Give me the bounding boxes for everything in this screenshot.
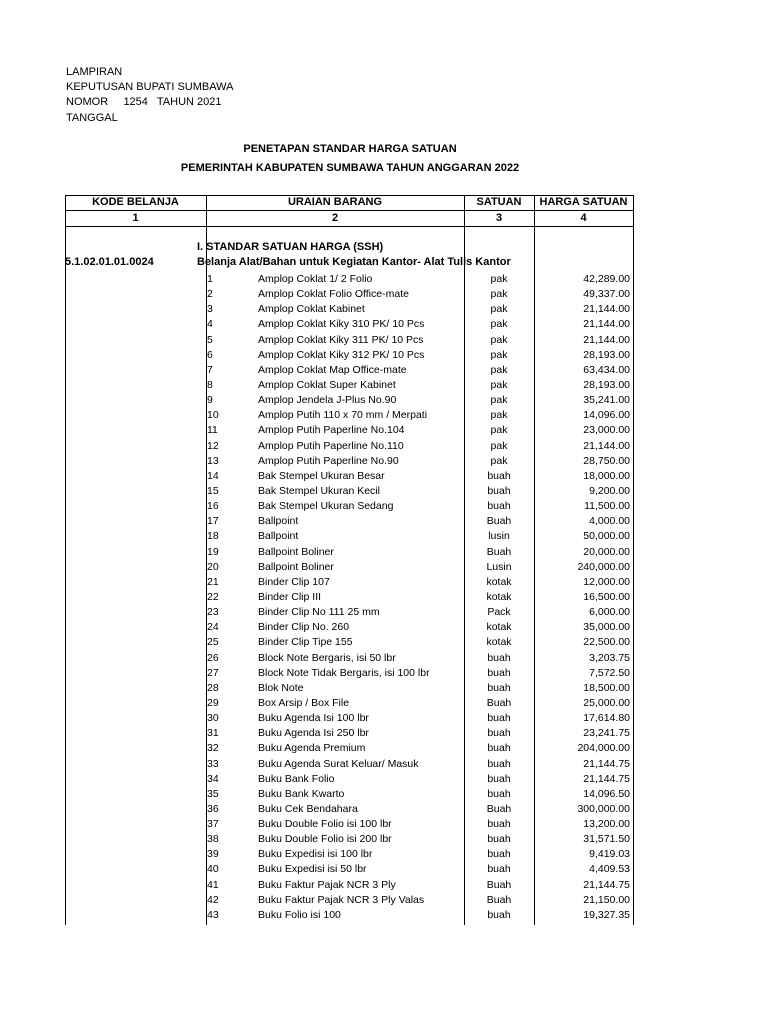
item-price: 12,000.00 [583, 575, 630, 588]
item-unit: pak [490, 454, 508, 467]
item-price: 21,144.75 [583, 772, 630, 785]
item-name: Box Arsip / Box File [258, 696, 350, 709]
item-price: 31,571.50 [583, 833, 630, 846]
item-rows [65, 272, 634, 923]
item-price: 63,434.00 [583, 363, 630, 376]
item-unit: Buah [486, 696, 512, 709]
item-number: 31 [207, 727, 219, 740]
item-name: Buku Bank Folio [258, 772, 335, 785]
table-row [65, 651, 634, 666]
header-number-1: 1 [132, 212, 139, 224]
item-unit: buah [487, 742, 511, 755]
item-unit: pak [490, 288, 508, 301]
item-unit: kotak [486, 636, 512, 649]
price-table [65, 195, 634, 925]
item-unit: Buah [486, 802, 512, 815]
item-name: Amplop Coklat Kiky 311 PK/ 10 Pcs [258, 333, 424, 346]
item-unit: buah [487, 863, 511, 876]
item-name: Blok Note [258, 681, 304, 694]
table-header-divider [65, 210, 634, 211]
item-number: 16 [207, 500, 219, 513]
decree-title: KEPUTUSAN BUPATI SUMBAWA [66, 81, 234, 93]
item-price: 21,144.00 [583, 333, 630, 346]
item-name: Amplop Putih 110 x 70 mm / Merpati [258, 409, 428, 422]
table-row [65, 439, 634, 454]
item-name: Block Note Bergaris, isi 50 lbr [258, 651, 396, 664]
item-unit: Pack [487, 606, 511, 619]
header-number-2: 2 [331, 212, 339, 224]
item-name: Bak Stempel Ukuran Kecil [258, 484, 380, 497]
item-number: 28 [207, 681, 219, 694]
item-unit: lusin [488, 530, 510, 543]
item-number: 21 [207, 575, 219, 588]
item-unit: Buah [486, 515, 512, 528]
section-title: I. STANDAR SATUAN HARGA (SSH) [197, 241, 384, 253]
item-number: 43 [207, 908, 219, 921]
item-name: Buku Agenda Isi 250 lbr [258, 727, 369, 740]
item-price: 35,241.00 [583, 394, 630, 407]
table-row [65, 348, 634, 363]
header-number-4: 4 [580, 212, 587, 224]
item-price: 18,500.00 [583, 681, 630, 694]
table-row [65, 862, 634, 877]
table-row [65, 802, 634, 817]
item-number: 12 [207, 439, 219, 452]
category-subtitle: Belanja Alat/Bahan untuk Kegiatan Kantor- Alat Tulis Kantor [197, 256, 511, 268]
item-number: 17 [207, 515, 219, 528]
item-name: Buku Agenda Surat Keluar/ Masuk [258, 757, 419, 770]
item-number: 37 [207, 818, 219, 831]
item-number: 19 [207, 545, 219, 558]
item-price: 21,150.00 [583, 893, 630, 906]
item-unit: buah [487, 469, 511, 482]
table-row [65, 423, 634, 438]
kode-belanja: 5.1.02.01.01.0024 [65, 256, 154, 268]
table-row [65, 681, 634, 696]
item-number: 40 [207, 863, 219, 876]
item-unit: pak [490, 394, 508, 407]
table-row [65, 847, 634, 862]
item-unit: kotak [486, 590, 512, 603]
item-number: 30 [207, 712, 219, 725]
table-row [65, 605, 634, 620]
item-price: 21,144.00 [583, 318, 630, 331]
item-unit: buah [487, 484, 511, 497]
item-number: 42 [207, 893, 219, 906]
item-name: Buku Agenda Isi 100 lbr [258, 712, 369, 725]
item-name: Amplop Coklat 1/ 2 Folio [258, 273, 373, 285]
item-number: 4 [207, 318, 213, 331]
item-name: Ballpoint [258, 530, 299, 543]
table-row [65, 817, 634, 832]
table-row [65, 575, 634, 590]
item-name: Amplop Jendela J-Plus No.90 [258, 394, 397, 407]
item-name: Buku Faktur Pajak NCR 3 Ply Valas [258, 893, 425, 906]
item-name: Amplop Coklat Kiky 312 PK/ 10 Pcs [258, 348, 425, 361]
item-price: 6,000.00 [589, 606, 630, 619]
item-price: 20,000.00 [583, 545, 630, 558]
item-name: Amplop Coklat Folio Office-mate [258, 288, 409, 301]
item-number: 34 [207, 772, 219, 785]
table-row [65, 878, 634, 893]
item-number: 41 [207, 878, 219, 891]
item-price: 28,750.00 [583, 454, 630, 467]
decree-number: NOMOR 1254 TAHUN 2021 [66, 96, 222, 108]
table-row [65, 560, 634, 575]
item-unit: pak [490, 348, 508, 361]
document-subtitle: PEMERINTAH KABUPATEN SUMBAWA TAHUN ANGGARAN 2022 [180, 162, 520, 174]
table-row [65, 408, 634, 423]
item-unit: buah [487, 500, 511, 513]
item-price: 35,000.00 [583, 621, 630, 634]
item-unit: pak [490, 439, 508, 452]
item-name: Buku Expedisi isi 50 lbr [258, 863, 367, 876]
table-row [65, 333, 634, 348]
item-name: Amplop Coklat Super Kabinet [258, 378, 396, 391]
table-row [65, 635, 634, 650]
table-row [65, 378, 634, 393]
table-row [65, 620, 634, 635]
lampiran-label: LAMPIRAN [66, 66, 123, 78]
item-unit: buah [487, 651, 511, 664]
item-price: 7,572.50 [589, 666, 630, 679]
item-unit: buah [487, 757, 511, 770]
item-unit: buah [487, 818, 511, 831]
item-number: 26 [207, 651, 219, 664]
item-name: Amplop Putih Paperline No.90 [258, 454, 399, 467]
table-row [65, 726, 634, 741]
item-unit: pak [490, 424, 508, 437]
item-unit: Buah [486, 893, 512, 906]
item-price: 21,144.75 [583, 878, 630, 891]
table-row [65, 484, 634, 499]
item-number: 29 [207, 696, 219, 709]
table-row [65, 393, 634, 408]
item-price: 28,193.00 [583, 348, 630, 361]
table-row [65, 529, 634, 544]
table-row [65, 787, 634, 802]
item-number: 2 [207, 288, 213, 301]
table-row [65, 545, 634, 560]
table-row [65, 908, 634, 923]
item-price: 50,000.00 [583, 530, 630, 543]
item-number: 18 [207, 530, 219, 543]
item-number: 23 [207, 606, 219, 619]
item-unit: buah [487, 772, 511, 785]
table-row [65, 469, 634, 484]
item-name: Amplop Putih Paperline No.110 [258, 439, 404, 452]
item-price: 19,327.35 [583, 908, 630, 921]
item-number: 39 [207, 848, 219, 861]
header-harga-satuan: HARGA SATUAN [539, 196, 628, 208]
item-price: 4,000.00 [589, 515, 630, 528]
item-price: 25,000.00 [583, 696, 630, 709]
item-price: 240,000.00 [577, 560, 630, 573]
item-unit: Buah [486, 878, 512, 891]
item-number: 35 [207, 787, 219, 800]
item-number: 8 [207, 378, 213, 391]
item-name: Buku Double Folio isi 100 lbr [258, 818, 392, 831]
item-name: Ballpoint Boliner [258, 545, 334, 558]
table-row [65, 741, 634, 756]
item-price: 11,500.00 [584, 500, 630, 513]
item-number: 27 [207, 666, 219, 679]
item-name: Bak Stempel Ukuran Sedang [258, 500, 394, 513]
item-price: 300,000.00 [577, 802, 630, 815]
table-row [65, 499, 634, 514]
item-number: 33 [207, 757, 219, 770]
item-unit: buah [487, 666, 511, 679]
item-name: Binder Clip No 111 25 mm [258, 606, 380, 619]
item-unit: buah [487, 848, 511, 861]
item-price: 4,409.53 [589, 863, 630, 876]
item-unit: pak [490, 318, 508, 331]
item-price: 28,193.00 [583, 378, 630, 391]
item-unit: buah [487, 712, 511, 725]
item-price: 42,289.00 [583, 273, 630, 285]
item-name: Buku Folio isi 100 [258, 908, 341, 921]
item-price: 13,200.00 [583, 818, 630, 831]
item-number: 15 [207, 484, 219, 497]
item-price: 9,200.00 [589, 484, 630, 497]
item-number: 9 [207, 394, 213, 407]
header-kode-belanja: KODE BELANJA [92, 196, 179, 208]
table-row [65, 757, 634, 772]
table-row [65, 302, 634, 317]
item-number: 7 [207, 363, 213, 376]
item-price: 23,241.75 [583, 727, 630, 740]
item-number: 11 [207, 424, 218, 437]
item-name: Amplop Coklat Map Office-mate [258, 363, 407, 376]
decree-date-label: TANGGAL [66, 112, 118, 124]
item-unit: pak [490, 378, 508, 391]
table-row [65, 317, 634, 332]
table-row [65, 711, 634, 726]
item-name: Buku Double Folio isi 200 lbr [258, 833, 392, 846]
item-number: 10 [207, 409, 219, 422]
item-price: 9,419.03 [589, 848, 630, 861]
item-unit: buah [487, 787, 511, 800]
item-unit: kotak [486, 575, 512, 588]
item-number: 36 [207, 802, 219, 815]
item-unit: kotak [486, 621, 512, 634]
table-row [65, 666, 634, 681]
item-number: 14 [207, 469, 219, 482]
item-number: 22 [207, 590, 219, 603]
item-name: Amplop Coklat Kiky 310 PK/ 10 Pcs [258, 318, 425, 331]
table-row [65, 514, 634, 529]
item-number: 20 [207, 560, 219, 573]
item-number: 38 [207, 833, 219, 846]
table-row [65, 363, 634, 378]
item-price: 21,144.75 [583, 757, 630, 770]
header-satuan: SATUAN [476, 196, 522, 208]
item-unit: buah [487, 727, 511, 740]
document-title: PENETAPAN STANDAR HARGA SATUAN [243, 143, 457, 155]
table-row [65, 696, 634, 711]
item-price: 23,000.00 [583, 424, 630, 437]
item-price: 22,500.00 [583, 636, 630, 649]
table-row [65, 272, 634, 287]
item-price: 3,203.75 [589, 651, 630, 664]
item-name: Binder Clip No. 260 [258, 621, 350, 634]
item-name: Amplop Coklat Kabinet [258, 303, 365, 316]
item-price: 14,096.00 [583, 409, 630, 422]
item-number: 6 [207, 348, 213, 361]
item-name: Bak Stempel Ukuran Besar [258, 469, 385, 482]
item-name: Amplop Putih Paperline No.104 [258, 424, 405, 437]
item-name: Ballpoint Boliner [258, 560, 334, 573]
item-number: 13 [207, 454, 219, 467]
item-name: Buku Bank Kwarto [258, 787, 345, 800]
item-unit: pak [490, 363, 508, 376]
item-number: 25 [207, 636, 219, 649]
item-name: Buku Faktur Pajak NCR 3 Ply [258, 878, 396, 891]
item-price: 49,337.00 [583, 288, 630, 301]
item-name: Binder Clip 107 [258, 575, 330, 588]
table-row [65, 832, 634, 847]
item-unit: buah [487, 681, 511, 694]
item-unit: pak [490, 409, 508, 422]
item-name: Binder Clip Tipe 155 [258, 636, 353, 649]
item-name: Buku Cek Bendahara [258, 802, 358, 815]
item-price: 17,614.80 [583, 712, 630, 725]
item-price: 16,500.00 [583, 590, 630, 603]
table-row [65, 287, 634, 302]
table-row [65, 893, 634, 908]
item-name: Buku Expedisi isi 100 lbr [258, 848, 373, 861]
item-name: Ballpoint [258, 515, 299, 528]
header-number-3: 3 [495, 212, 503, 224]
table-row [65, 590, 634, 605]
item-price: 14,096.50 [583, 787, 630, 800]
item-unit: Lusin [486, 560, 512, 573]
item-price: 21,144.00 [583, 303, 630, 316]
header-uraian-barang: URAIAN BARANG [287, 196, 383, 208]
item-number: 24 [207, 621, 219, 634]
item-unit: buah [487, 908, 511, 921]
table-number-divider [65, 226, 634, 227]
item-name: Block Note Tidak Bergaris, isi 100 lbr [258, 666, 430, 679]
item-unit: pak [490, 303, 508, 316]
item-unit: Buah [486, 545, 512, 558]
item-price: 204,000.00 [577, 742, 630, 755]
item-number: 32 [207, 742, 219, 755]
table-row [65, 454, 634, 469]
item-unit: buah [487, 833, 511, 846]
item-name: Binder Clip III [258, 590, 322, 603]
item-unit: pak [490, 333, 508, 346]
item-number: 3 [207, 303, 213, 316]
item-unit: pak [490, 273, 508, 285]
item-number: 5 [207, 333, 213, 346]
item-price: 18,000.00 [583, 469, 630, 482]
table-row [65, 772, 634, 787]
item-price: 21,144.00 [583, 439, 630, 452]
item-name: Buku Agenda Premium [258, 742, 366, 755]
item-number: 1 [207, 273, 213, 285]
